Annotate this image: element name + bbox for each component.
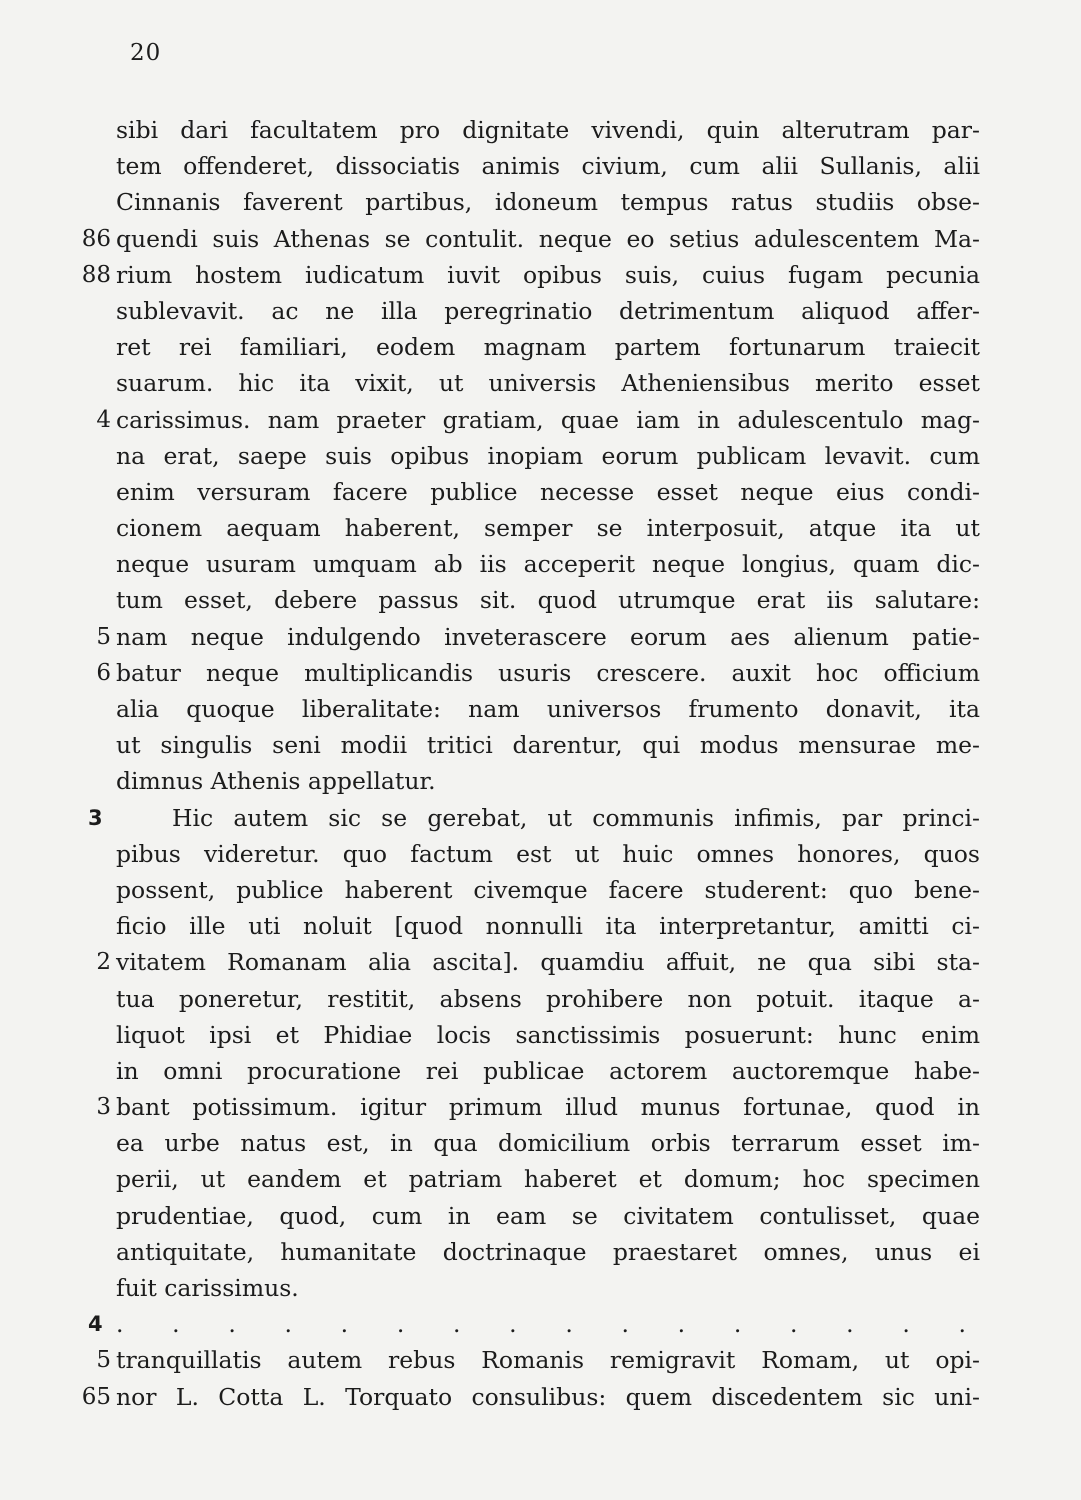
line-text: ea urbe natus est, in qua domicilium orbis terrarum esset im- [116, 1129, 980, 1158]
text-line [0, 148, 1081, 184]
text-line [0, 510, 1081, 546]
text-line [0, 619, 1081, 655]
line-text: Cinnanis faverent partibus, idoneum tempus ratus studiis obse- [116, 188, 980, 217]
text-line [0, 655, 1081, 691]
text-line [0, 691, 1081, 727]
line-text: ficio ille uti noluit [quod nonnulli ita interpretantur, amitti ci- [116, 912, 980, 941]
line-text: pibus videretur. quo factum est ut huic omnes honores, quos [116, 839, 980, 868]
line-text: liquot ipsi et Phidiae locis sanctissimis posuerunt: hunc enim [116, 1020, 980, 1049]
line-text: tum esset, debere passus sit. quod utrumque erat iis salutare: [116, 586, 980, 615]
section-number: 4 [88, 1312, 103, 1337]
line-text: nor L. Cotta L. Torquato consulibus: quem discedentem sic uni- [116, 1382, 980, 1411]
line-text: possent, publice haberent civemque facere studerent: quo bene- [116, 875, 980, 904]
text-line [0, 800, 1081, 836]
text-line [0, 402, 1081, 438]
text-line [0, 293, 1081, 329]
text-line [0, 1017, 1081, 1053]
margin-reference-number: 2 [96, 949, 111, 976]
text-line [0, 1089, 1081, 1125]
margin-reference-number: 5 [96, 623, 111, 650]
line-text: quendi suis Athenas se contulit. neque eo setius adulescentem Ma- [116, 224, 980, 253]
text-line [0, 1198, 1081, 1234]
text-line [0, 1342, 1081, 1378]
line-text: neque usuram umquam ab iis acceperit neque longius, quam dic- [116, 550, 980, 579]
line-text: fuit carissimus. [116, 1274, 299, 1302]
line-text: nam neque indulgendo inveterascere eorum aes alienum patie- [116, 622, 980, 651]
line-text: cionem aequam haberent, semper se interposuit, atque ita ut [116, 514, 980, 543]
line-text: tua poneretur, restitit, absens prohibere non potuit. itaque a- [116, 984, 980, 1013]
margin-reference-number: 5 [96, 1347, 111, 1374]
line-text: perii, ut eandem et patriam haberet et domum; hoc specimen [116, 1165, 980, 1194]
margin-reference-number: 6 [96, 659, 111, 686]
text-line [0, 438, 1081, 474]
text-line [0, 1053, 1081, 1089]
text-line [0, 1379, 1081, 1415]
text-line [0, 872, 1081, 908]
text-line [0, 257, 1081, 293]
text-line [0, 184, 1081, 220]
line-text: tem offenderet, dissociatis animis civium, cum alii Sullanis, alii [116, 152, 980, 181]
line-text: enim versuram facere publice necesse esset neque eius condi- [116, 477, 980, 506]
line-text: carissimus. nam praeter gratiam, quae iam in adulescentulo mag- [116, 405, 980, 434]
line-text: sublevavit. ac ne illa peregrinatio detrimentum aliquod affer- [116, 296, 980, 325]
line-text: rium hostem iudicatum iuvit opibus suis, cuius fugam pecunia [116, 260, 980, 289]
line-text: antiquitate, humanitate doctrinaque praestaret omnes, unus ei [116, 1237, 980, 1266]
body-text [0, 112, 1081, 1415]
page-number: 20 [130, 40, 162, 66]
margin-reference-number: 65 [81, 1383, 111, 1410]
line-text: tranquillatis autem rebus Romanis remigravit Romam, ut opi- [116, 1346, 980, 1375]
text-line [0, 1306, 1081, 1342]
line-text: dimnus Athenis appellatur. [116, 767, 436, 796]
text-line [0, 727, 1081, 763]
margin-reference-number: 3 [96, 1094, 111, 1121]
text-line [0, 981, 1081, 1017]
text-line [0, 763, 1081, 799]
line-text: na erat, saepe suis opibus inopiam eorum publicam levavit. cum [116, 441, 980, 470]
line-text: ut singulis seni modii tritici darentur, qui modus mensurae me- [116, 731, 980, 760]
line-text: prudentiae, quod, cum in eam se civitatem contulisset, quae [116, 1201, 980, 1230]
text-line [0, 1234, 1081, 1270]
line-text: Hic autem sic se gerebat, ut communis infimis, par princi- [172, 803, 980, 832]
line-text: bant potissimum. igitur primum illud munus fortunae, quod in [116, 1093, 980, 1122]
text-line [0, 1161, 1081, 1197]
line-text: alia quoque liberalitate: nam universos frumento donavit, ita [116, 695, 980, 723]
line-text: batur neque multiplicandis usuris crescere. auxit hoc officium [116, 658, 980, 687]
line-text: in omni procuratione rei publicae actorem auctoremque habe- [116, 1056, 980, 1085]
text-line [0, 112, 1081, 148]
text-line [0, 546, 1081, 582]
margin-reference-number: 4 [96, 406, 111, 433]
section-number: 3 [88, 805, 103, 830]
line-text: sibi dari facultatem pro dignitate vivendi, quin alterutram par- [116, 116, 980, 144]
text-line [0, 365, 1081, 401]
text-line [0, 221, 1081, 257]
text-line [0, 908, 1081, 944]
text-line [0, 944, 1081, 980]
line-text: vitatem Romanam alia ascita]. quamdiu affuit, ne qua sibi sta- [116, 948, 980, 977]
text-line [0, 582, 1081, 618]
line-text: suarum. hic ita vixit, ut universis Atheniensibus merito esset [116, 369, 980, 398]
text-line [0, 836, 1081, 872]
text-line [0, 474, 1081, 510]
text-line [0, 1125, 1081, 1161]
margin-reference-number: 86 [81, 225, 111, 252]
margin-reference-number: 88 [81, 261, 111, 288]
line-text: ret rei familiari, eodem magnam partem fortunarum traiecit [116, 333, 980, 362]
text-line [0, 329, 1081, 365]
text-line [0, 1270, 1081, 1306]
line-text: . . . . . . . . . . . . . . . . [116, 1310, 966, 1339]
